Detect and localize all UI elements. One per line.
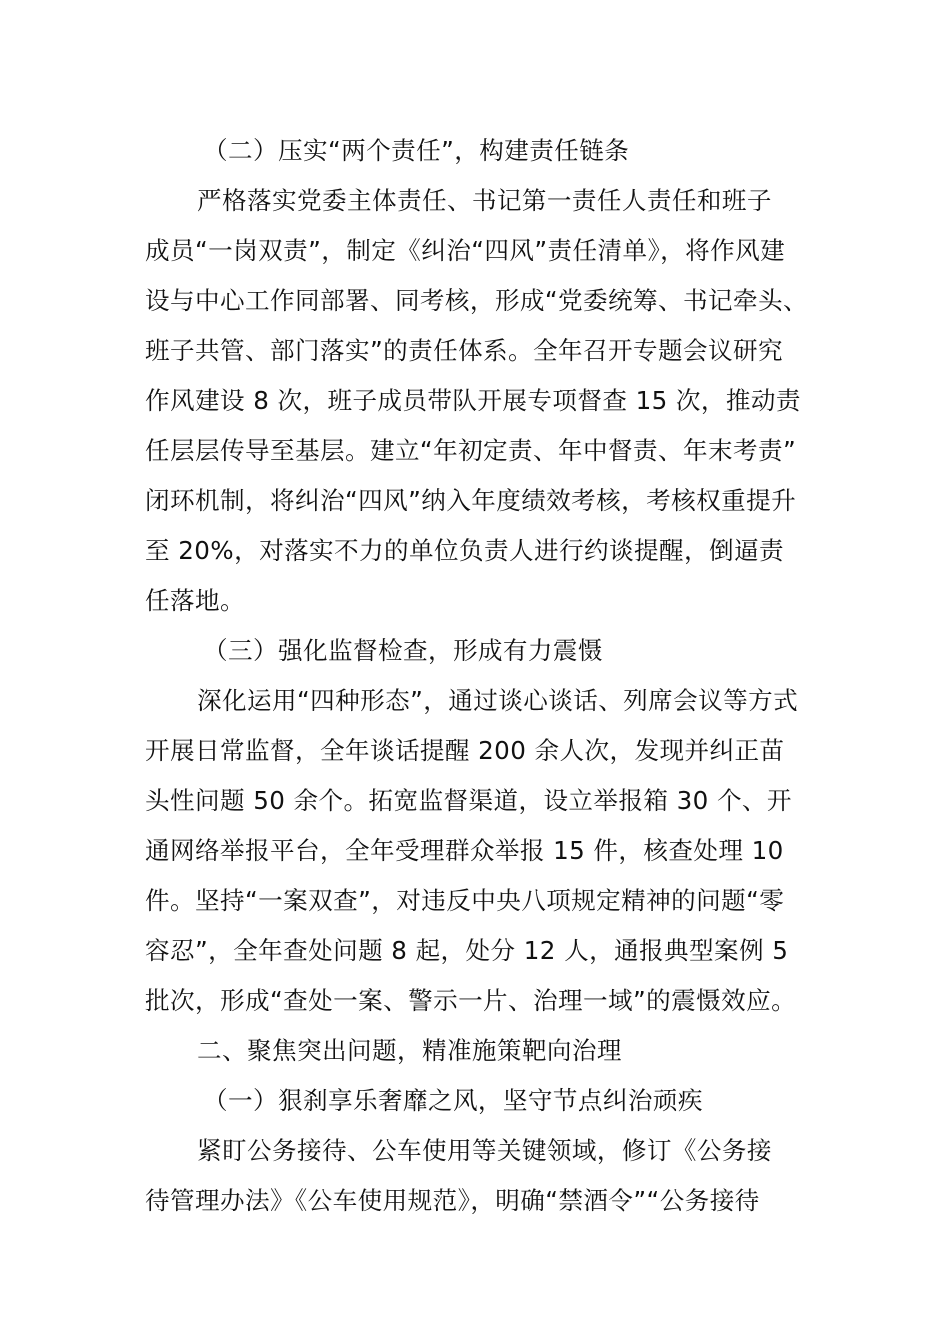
subheading-line: （三）强化监督检查，形成有力震慑 [203, 636, 603, 665]
paragraph-supervision [145, 676, 810, 1026]
heading-line: 二、聚焦突出问题，精准施策靶向治理 [197, 1036, 622, 1065]
paragraph-line: 任落地。 [145, 586, 245, 615]
paragraph-hedonism [145, 1126, 810, 1226]
paragraph-line: 深化运用“四种形态”，通过谈心谈话、列席会议等方式 [197, 686, 799, 715]
paragraph-responsibility-chain [145, 176, 810, 626]
paragraph-line: 开展日常监督，全年谈话提醒 200 余人次，发现并纠正苗 [145, 736, 785, 765]
paragraph-line: 班子共管、部门落实”的责任体系。全年召开专题会议研究 [145, 336, 783, 365]
paragraph-line: 设与中心工作同部署、同考核，形成“党委统筹、书记牵头、 [145, 286, 808, 315]
paragraph-line: 至 20%，对落实不力的单位负责人进行约谈提醒，倒逼责 [145, 536, 784, 565]
paragraph-line: 头性问题 50 余个。拓宽监督渠道，设立举报箱 30 个、开 [145, 786, 792, 815]
paragraph-line: 闭环机制，将纠治“四风”纳入年度绩效考核，考核权重提升 [145, 486, 797, 515]
paragraph-line: 成员“一岗双责”，制定《纠治“四风”责任清单》，将作风建 [145, 236, 786, 265]
section-heading-two [145, 1026, 810, 1076]
subheading-line: （二）压实“两个责任”，构建责任链条 [203, 136, 630, 165]
paragraph-line: 容忍”，全年查处问题 8 起，处分 12 人，通报典型案例 5 [145, 936, 789, 965]
document-body [145, 126, 810, 1226]
paragraph-line: 通网络举报平台，全年受理群众举报 15 件，核查处理 10 [145, 836, 784, 865]
subheading-supervision [145, 626, 810, 676]
subheading-line: （一）狠刹享乐奢靡之风，坚守节点纠治顽疾 [203, 1086, 703, 1115]
paragraph-line: 件。坚持“一案双查”，对违反中央八项规定精神的问题“零 [145, 886, 785, 915]
paragraph-line: 任层层传导至基层。建立“年初定责、年中督责、年末考责” [145, 436, 797, 465]
paragraph-line: 紧盯公务接待、公车使用等关键领域，修订《公务接 [197, 1136, 772, 1165]
paragraph-line: 待管理办法》《公车使用规范》，明确“禁酒令”“公务接待 [145, 1186, 760, 1215]
paragraph-line: 严格落实党委主体责任、书记第一责任人责任和班子 [197, 186, 772, 215]
paragraph-line: 作风建设 8 次，班子成员带队开展专项督查 15 次，推动责 [145, 386, 801, 415]
subheading-two-responsibilities [145, 126, 810, 176]
paragraph-line: 批次，形成“查处一案、警示一片、治理一域”的震慑效应。 [145, 986, 797, 1015]
subheading-hedonism [145, 1076, 810, 1126]
